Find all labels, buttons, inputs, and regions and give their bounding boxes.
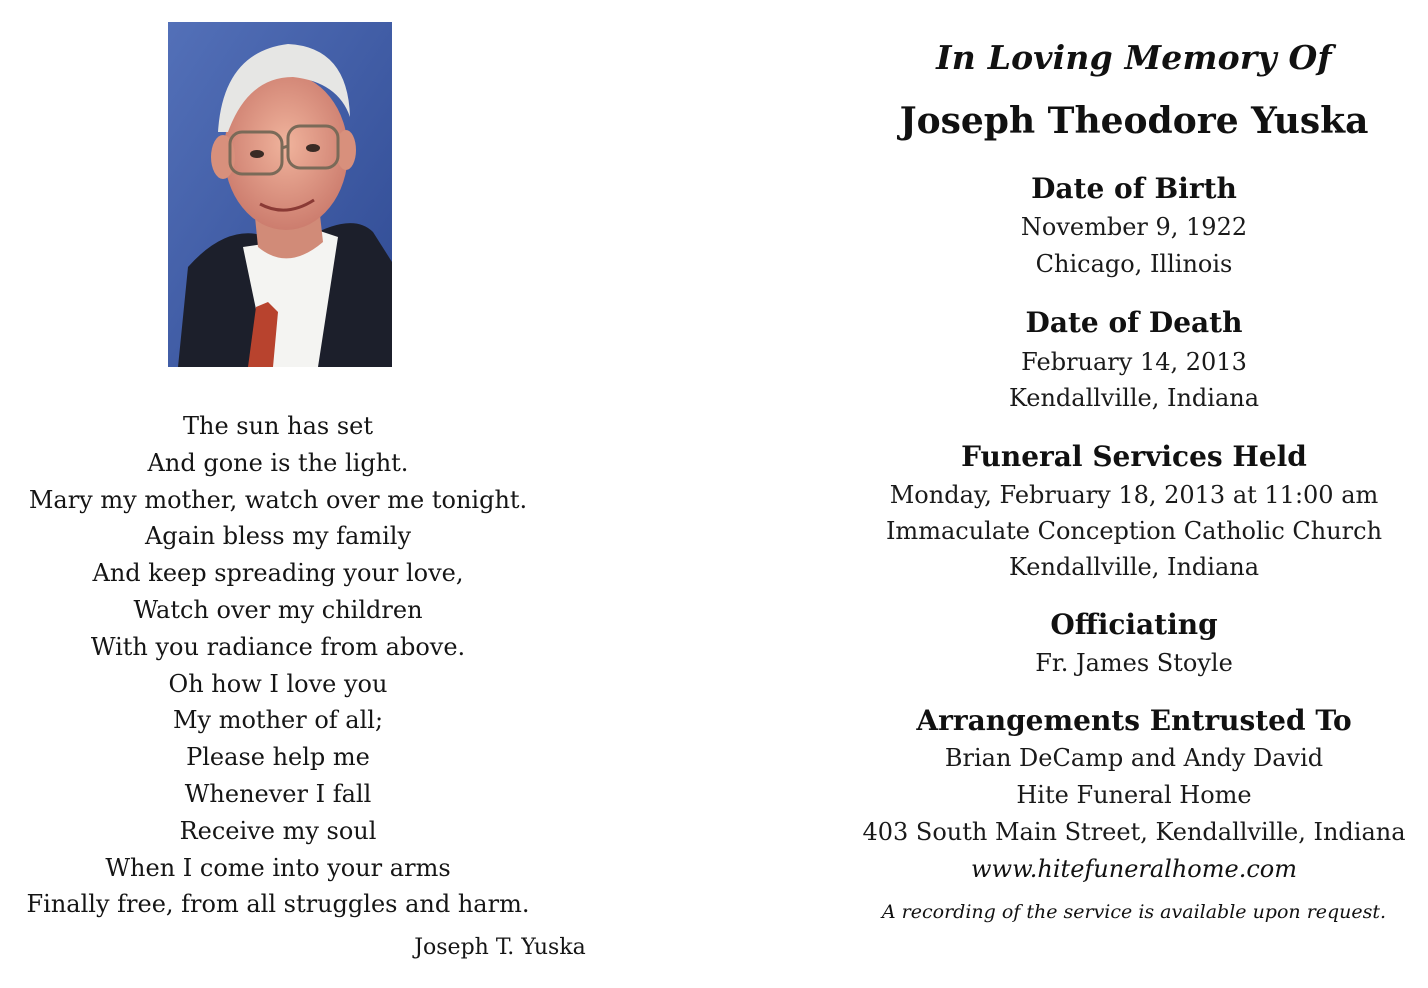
poem-line: Finally free, from all struggles and harm. (26, 890, 530, 919)
poem-line: Receive my soul (179, 816, 377, 845)
poem-line: Watch over my children (133, 595, 423, 624)
birth-title: Date of Birth (1031, 172, 1237, 205)
funeral-where: Immaculate Conception Catholic Church (885, 517, 1383, 545)
funeral-title: Funeral Services Held (961, 440, 1307, 473)
birth-date: November 9, 1922 (1020, 213, 1248, 241)
poem-line: And keep spreading your love, (92, 559, 464, 588)
officiant-name: Fr. James Stoyle (1035, 649, 1233, 677)
portrait-photo (168, 22, 392, 367)
poem-line: And gone is the light. (147, 448, 409, 477)
poem-line: Again bless my family (144, 522, 412, 551)
memorial-heading: In Loving Memory Of (936, 38, 1332, 77)
left-panel (0, 0, 586, 988)
poem-line: When I come into your arms (105, 853, 451, 882)
right-panel (840, 0, 1428, 988)
deceased-name: Joseph Theodore Yuska (899, 100, 1369, 142)
poem-line: My mother of all; (172, 706, 384, 735)
birth-place: Chicago, Illinois (1035, 250, 1233, 278)
arrangements-people: Brian DeCamp and Andy David (944, 744, 1324, 772)
funeral-when: Monday, February 18, 2013 at 11:00 am (889, 481, 1379, 509)
funeral-home-address: 403 South Main Street, Kendallville, Indiana (862, 818, 1406, 846)
poem-line: Oh how I love you (168, 669, 388, 698)
poem-line: Please help me (186, 743, 370, 772)
recording-note: A recording of the service is available upon request. (881, 901, 1387, 923)
poem-line: With you radiance from above. (90, 632, 466, 661)
poem (0, 408, 556, 923)
funeral-home-name: Hite Funeral Home (1016, 781, 1252, 809)
arrangements-title: Arrangements Entrusted To (916, 704, 1352, 737)
death-place: Kendallville, Indiana (1008, 384, 1260, 412)
officiating-title: Officiating (1050, 608, 1218, 641)
funeral-place: Kendallville, Indiana (1008, 553, 1260, 581)
funeral-home-website[interactable]: www.hitefuneralhome.com (971, 855, 1297, 883)
poem-line: Mary my mother, watch over me tonight. (28, 485, 528, 514)
poem-signature: Joseph T. Yuska (414, 935, 586, 960)
death-title: Date of Death (1025, 306, 1243, 339)
death-date: February 14, 2013 (1021, 348, 1247, 376)
poem-line: The sun has set (182, 412, 374, 440)
poem-line: Whenever I fall (184, 779, 372, 808)
